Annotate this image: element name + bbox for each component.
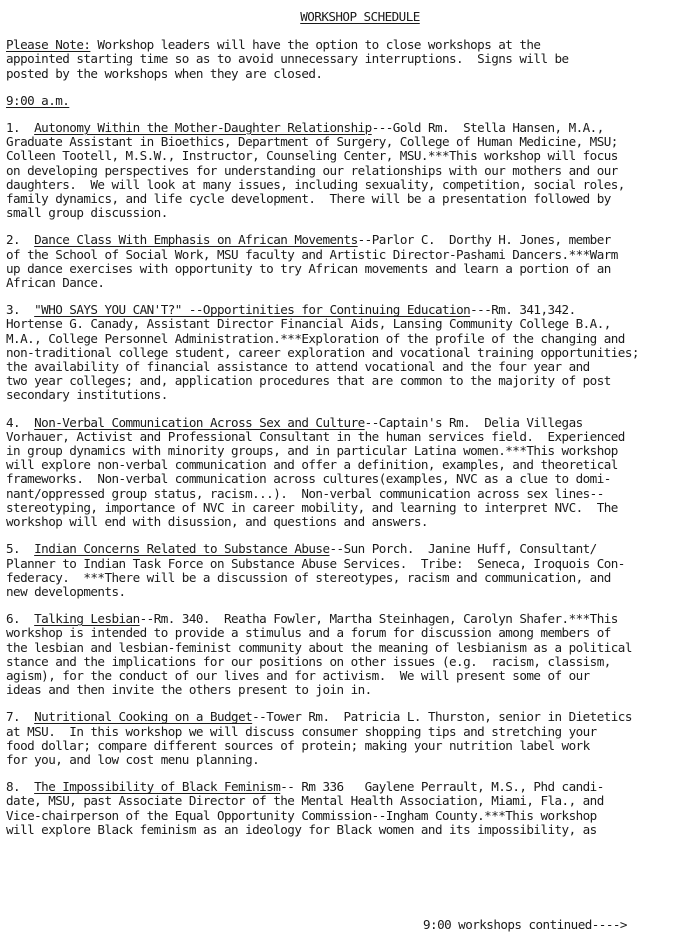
note-line-1 — [6, 38, 694, 52]
continued-note: 9:00 workshops continued----> — [423, 917, 627, 932]
workshop-location-leader: --Parlor C. Dorthy H. Jones, member — [357, 232, 611, 248]
workshop-description-line: for you, and low cost menu planning. — [6, 751, 260, 767]
workshop-list — [6, 121, 694, 837]
workshop-title: Autonomy Within the Mother-Daughter Relationship — [34, 120, 372, 136]
workshop-description-line: the lesbian and lesbian-feminist community about the meaning of lesbianism as a political — [6, 639, 632, 655]
workshop-title: "WHO SAYS YOU CAN'T?" --Opportinities for Continuing Education — [34, 302, 471, 318]
workshop-title: Indian Concerns Related to Substance Abuse — [34, 541, 330, 557]
workshop-description-line: of the School of Social Work, MSU faculty and Artistic Director-Pashami Dancers.***Warm — [6, 246, 618, 262]
note-line-3: posted by the workshops when they are closed. — [6, 65, 323, 81]
workshop-item — [6, 710, 694, 767]
workshop-first-line — [6, 542, 694, 556]
workshop-title: Dance Class With Emphasis on African Movements — [34, 232, 358, 248]
workshop-description-line: will explore Black feminism as an ideology for Black women and its impossibility, as — [6, 821, 597, 837]
workshop-description-line: on developing perspectives for understanding our relationships with our mothers and our — [6, 162, 618, 178]
workshop-number: 1. — [6, 120, 35, 136]
workshop-description-line: federacy. ***There will be a discussion of stereotypes, racism and communication, and — [6, 569, 611, 585]
workshop-description-line: new developments. — [6, 583, 126, 599]
workshop-location-leader: --Rm. 340. Reatha Fowler, Martha Steinhagen, Carolyn Shafer.***This — [139, 611, 618, 627]
workshop-description-line: Vorhauer, Activist and Professional Consultant in the human services field. Experienced — [6, 428, 625, 444]
workshop-description-line: ideas and then invite the others present to join in. — [6, 682, 372, 698]
workshop-title: Nutritional Cooking on a Budget — [34, 709, 253, 725]
workshop-first-line — [6, 121, 694, 135]
workshop-item — [6, 416, 694, 530]
workshop-item — [6, 612, 694, 697]
workshop-description-line: two year colleges; and, application procedures that are common to the majority of post — [6, 373, 611, 389]
workshop-description-line: up dance exercises with opportunity to try African movements and learn a portion of an — [6, 260, 611, 276]
workshop-number: 3. — [6, 302, 35, 318]
workshop-description-line: non-traditional college student, career exploration and vocational training opportunities; — [6, 344, 639, 360]
workshop-description-line: Colleen Tootell, M.S.W., Instructor, Counseling Center, MSU.***This workshop will focus — [6, 148, 618, 164]
workshop-description-line: in group dynamics with minority groups, and in particular Latina women.***This workshop — [6, 443, 618, 459]
page-title — [26, 10, 694, 24]
note-line-2: appointed starting time so as to avoid unnecessary interruptions. Signs will be — [6, 51, 569, 67]
workshop-description-line: M.A., College Personnel Administration.***Exploration of the profile of the changing and — [6, 330, 625, 346]
workshop-description-line: nant/oppressed group status, racism...). Non-verbal communication across sex lines-- — [6, 485, 604, 501]
workshop-item — [6, 303, 694, 402]
workshop-description-line: stereotyping, importance of NVC in career mobility, and learning to interpret NVC. The — [6, 499, 618, 515]
workshop-description-line: workshop will end with disussion, and questions and answers. — [6, 514, 428, 530]
workshop-location-leader: ---Gold Rm. Stella Hansen, M.A., — [371, 120, 604, 136]
workshop-location-leader: --Tower Rm. Patricia L. Thurston, senior in Dietetics — [252, 709, 632, 725]
workshop-first-line — [6, 780, 694, 794]
time-heading-text: 9:00 a.m. — [6, 92, 70, 108]
note-label: Please Note: — [6, 37, 91, 53]
workshop-number: 5. — [6, 541, 35, 557]
note-text-1: Workshop leaders will have the option to close workshops at the — [90, 37, 541, 53]
workshop-description-line: Graduate Assistant in Bioethics, Department of Surgery, College of Human Medicine, MSU; — [6, 134, 618, 150]
workshop-description-line: agism), for the conduct of our lives and for activism. We will present some of our — [6, 667, 590, 683]
workshop-description-line: the availability of financial assistance to attend vocational and the four year and — [6, 359, 590, 375]
workshop-number: 4. — [6, 414, 35, 430]
workshop-description-line: Planner to Indian Task Force on Substance Abuse Services. Tribe: Seneca, Iroquois Con- — [6, 555, 625, 571]
please-note — [6, 38, 694, 81]
workshop-title: The Impossibility of Black Feminism — [34, 779, 281, 795]
workshop-description-line: Hortense G. Canady, Assistant Director Financial Aids, Lansing Community College B.A., — [6, 316, 611, 332]
workshop-first-line — [6, 710, 694, 724]
workshop-number: 6. — [6, 611, 35, 627]
page-title-text: WORKSHOP SCHEDULE — [300, 9, 420, 24]
workshop-description-line: African Dance. — [6, 275, 105, 291]
workshop-description-line: small group discussion. — [6, 205, 168, 221]
workshop-description-line: will explore non-verbal communication and offer a definition, examples, and theoretical — [6, 457, 618, 473]
workshop-location-leader: --Sun Porch. Janine Huff, Consultant/ — [329, 541, 597, 557]
time-heading — [6, 94, 694, 108]
workshop-description-line: food dollar; compare different sources of protein; making your nutrition label work — [6, 737, 590, 753]
workshop-title: Talking Lesbian — [34, 611, 140, 627]
workshop-description-line: family dynamics, and life cycle development. There will be a presentation followed by — [6, 191, 611, 207]
workshop-location-leader: -- Rm 336 Gaylene Perrault, M.S., Phd candi- — [280, 779, 604, 795]
workshop-location-leader: --Captain's Rm. Delia Villegas — [364, 414, 583, 430]
workshop-description-line: secondary institutions. — [6, 387, 168, 403]
workshop-first-line — [6, 612, 694, 626]
workshop-location-leader: ---Rm. 341,342. — [470, 302, 576, 318]
workshop-number: 2. — [6, 232, 35, 248]
workshop-description-line: date, MSU, past Associate Director of the Mental Health Association, Miami, Fla., and — [6, 793, 604, 809]
workshop-first-line — [6, 233, 694, 247]
workshop-first-line — [6, 303, 694, 317]
workshop-item — [6, 233, 694, 290]
workshop-title: Non-Verbal Communication Across Sex and Culture — [34, 414, 365, 430]
workshop-item — [6, 780, 694, 837]
workshop-description-line: workshop is intended to provide a stimulus and a forum for discussion among members of — [6, 625, 611, 641]
workshop-description-line: stance and the implications for our positions on other issues (e.g. racism, classism, — [6, 653, 611, 669]
workshop-description-line: daughters. We will look at many issues, including sexuality, competition, social roles, — [6, 176, 625, 192]
workshop-item — [6, 121, 694, 220]
workshop-item — [6, 542, 694, 599]
workshop-description-line: Vice-chairperson of the Equal Opportunity Commission--Ingham County.***This workshop — [6, 807, 597, 823]
workshop-description-line: at MSU. In this workshop we will discuss consumer shopping tips and stretching your — [6, 723, 597, 739]
workshop-first-line — [6, 416, 694, 430]
workshop-number: 7. — [6, 709, 35, 725]
workshop-description-line: frameworks. Non-verbal communication across cultures(examples, NVC as a clue to domi- — [6, 471, 611, 487]
workshop-number: 8. — [6, 779, 35, 795]
